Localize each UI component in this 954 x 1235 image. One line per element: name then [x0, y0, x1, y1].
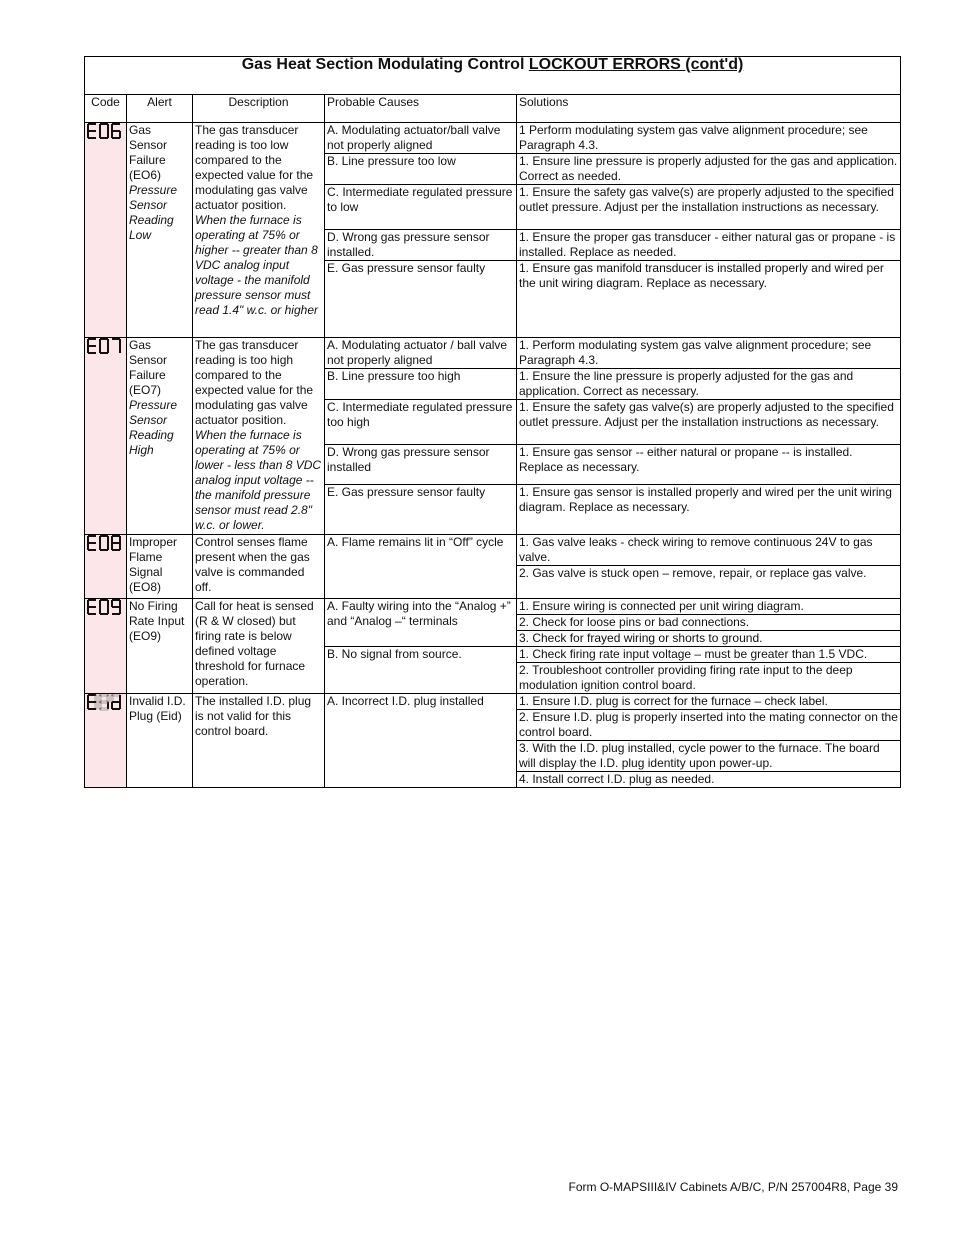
led-segment-on [87, 543, 89, 550]
led-segment-on [88, 701, 96, 703]
description-text: The gas transducer reading is too low compared to the expected value for the modulating gas valve actuator position. [195, 123, 314, 212]
alert-cell [127, 338, 193, 535]
led-segment-on [119, 600, 121, 607]
led-segment-on [107, 124, 109, 131]
led-segment-on [100, 338, 108, 340]
cause-cell: E. Gas pressure sensor faulty [325, 261, 517, 338]
alert-cell: Invalid I.D. Plug (Eid) [127, 694, 193, 788]
table-row [85, 599, 901, 615]
solution-cell: 1. Ensure gas manifold transducer is installed properly and wired per the unit wiring diagram. Replace as necessary. [517, 261, 901, 338]
led-segment-on [119, 695, 121, 702]
alert-cell [127, 123, 193, 338]
led-segment-off [119, 124, 121, 131]
solution-cell: 1 Perform modulating system gas valve alignment procedure; see Paragraph 4.3. [517, 123, 901, 154]
led-segment-on [107, 536, 109, 543]
cause-cell: E. Gas pressure sensor faulty [325, 485, 517, 535]
led-segment-on [111, 124, 113, 131]
header-row [85, 95, 901, 123]
header-description: Description [193, 95, 325, 123]
cause-cell: A. Flame remains lit in “Off” cycle [325, 535, 517, 599]
led-segment-on [112, 137, 120, 139]
solution-cell: 1. Check firing rate input voltage – must be greater than 1.5 VDC. [517, 647, 901, 663]
led-segment-on [99, 131, 101, 138]
led-segment-on [88, 345, 96, 347]
header-causes: Probable Causes [325, 95, 517, 123]
table-row [85, 694, 901, 710]
led-segment-on [99, 339, 101, 346]
led-segment-on [88, 123, 96, 125]
cause-cell: D. Wrong gas pressure sensor installed. [325, 230, 517, 261]
solution-cell: 3. Check for frayed wiring or shorts to ground. [517, 631, 901, 647]
led-segment-off [95, 600, 97, 607]
led-segment-on [87, 131, 89, 138]
cause-cell: A. Modulating actuator / ball valve not properly aligned [325, 338, 517, 369]
led-segment-on [87, 607, 89, 614]
alert-italic-text: Pressure Sensor Reading Low [129, 183, 178, 242]
led-segment-on [112, 130, 120, 132]
description-cell [193, 338, 325, 535]
table-row [85, 123, 901, 154]
led-segment-on [107, 543, 109, 550]
code-cell [85, 599, 127, 694]
solution-cell: 3. With the I.D. plug installed, cycle power to the furnace. The board will display the I.D. plug identity upon power-up. [517, 741, 901, 772]
solution-cell: 2. Troubleshoot controller providing firing rate input to the deep modulation ignition control board. [517, 663, 901, 694]
led-segment-off [95, 124, 97, 131]
led-segment-on [88, 708, 96, 710]
led-segment-on [100, 137, 108, 139]
led-segment-on [119, 131, 121, 138]
solution-cell: 1. Ensure the proper gas transducer - either natural gas or propane - is installed. Replace as needed. [517, 230, 901, 261]
led-segment-on [112, 606, 120, 608]
led-code-icon [87, 599, 123, 616]
led-segment-on [99, 607, 101, 614]
led-segment-on [119, 543, 121, 550]
led-segment-on [107, 131, 109, 138]
description-cell: Control senses flame present when the gas valve is commanded off. [193, 535, 325, 599]
table-title [85, 57, 901, 95]
led-segment-off [111, 346, 113, 353]
solution-cell: 1. Ensure wiring is connected per unit wiring diagram. [517, 599, 901, 615]
solution-cell: 1. Ensure the safety gas valve(s) are properly adjusted to the specified outlet pressure. Adjust per the installation instructions as necessary. [517, 400, 901, 445]
led-segment-on [112, 338, 120, 340]
table-row [85, 338, 901, 369]
led-segment-on [100, 549, 108, 551]
led-segment-on [107, 339, 109, 346]
led-segment-off [100, 345, 108, 347]
led-segment-on [99, 124, 101, 131]
cause-cell: A. Faulty wiring into the “Analog +” and “Analog –“ terminals [325, 599, 517, 647]
led-segment-off [111, 339, 113, 346]
led-segment-on [99, 543, 101, 550]
led-segment-on [112, 542, 120, 544]
led-segment-off [100, 542, 108, 544]
led-segment-on [87, 702, 89, 709]
solution-cell: 1. Ensure gas sensor -- either natural or propane -- is installed. Replace as necessary. [517, 445, 901, 485]
header-solutions: Solutions [517, 95, 901, 123]
led-segment-on [87, 124, 89, 131]
cause-cell: D. Wrong gas pressure sensor installed [325, 445, 517, 485]
led-segment-on [88, 542, 96, 544]
header-code: Code [85, 95, 127, 123]
led-segment-on [107, 346, 109, 353]
led-segment-off [100, 606, 108, 608]
led-segment-on [88, 549, 96, 551]
led-segment-on [88, 130, 96, 132]
solution-cell: 1. Ensure line pressure is properly adjusted for the gas and application. Correct as needed. [517, 154, 901, 185]
led-segment-off [112, 352, 120, 354]
code-cell [85, 123, 127, 338]
description-cell: Call for heat is sensed (R & W closed) but firing rate is below defined voltage threshold for furnace operation. [193, 599, 325, 694]
alert-cell: Improper Flame Signal (EO8) [127, 535, 193, 599]
led-segment-on [87, 536, 89, 543]
led-segment-on [88, 599, 96, 601]
led-segment-on [100, 123, 108, 125]
led-segment-on [112, 549, 120, 551]
solution-cell: 1. Perform modulating system gas valve alignment procedure; see Paragraph 4.3. [517, 338, 901, 369]
solution-cell: 2. Ensure I.D. plug is properly inserted into the mating connector on the control board. [517, 710, 901, 741]
cause-cell: B. Line pressure too high [325, 369, 517, 400]
code-cell [85, 694, 127, 788]
cause-cell: A. Modulating actuator/ball valve not properly aligned [325, 123, 517, 154]
led-segment-off [95, 131, 97, 138]
header-alert: Alert [127, 95, 193, 123]
solution-cell: 1. Ensure I.D. plug is correct for the furnace – check label. [517, 694, 901, 710]
cause-cell: C. Intermediate regulated pressure too high [325, 400, 517, 445]
led-segment-on [112, 708, 120, 710]
led-segment-off [95, 339, 97, 346]
led-segment-on [111, 600, 113, 607]
description-text: The gas transducer reading is too high compared to the expected value for the modulating gas valve actuator position. [195, 338, 314, 427]
led-segment-off [95, 607, 97, 614]
solution-cell: 2. Check for loose pins or bad connections. [517, 615, 901, 631]
led-segment-on [88, 613, 96, 615]
alert-italic-text: Pressure Sensor Reading High [129, 398, 178, 457]
led-segment-off [95, 543, 97, 550]
led-segment-on [112, 613, 120, 615]
led-segment-on [87, 600, 89, 607]
title-underlined: LOCKOUT ERRORS (cont'd) [528, 56, 744, 73]
table-row [85, 535, 901, 566]
led-segment-on [119, 607, 121, 614]
led-segment-off [111, 607, 113, 614]
led-segment-on [111, 543, 113, 550]
description-italic-text: When the furnace is operating at 75% or lower - less than 8 VDC analog input voltage -- the manifold pressure sensor must read 2.8" w.c. or lower. [195, 428, 322, 532]
solution-cell: 1. Ensure gas sensor is installed properly and wired per the unit wiring diagram. Replace as necessary. [517, 485, 901, 535]
led-segment-on [88, 606, 96, 608]
led-code-icon [87, 535, 123, 552]
led-segment-on [88, 535, 96, 537]
led-segment-on [107, 607, 109, 614]
led-segment-on [88, 137, 96, 139]
alert-text: Gas Sensor Failure (EO7) [129, 338, 168, 397]
led-code-icon [87, 338, 123, 355]
led-segment-off [112, 345, 120, 347]
led-segment-off [95, 346, 97, 353]
code-cell [85, 338, 127, 535]
led-segment-on [112, 599, 120, 601]
alert-text: Gas Sensor Failure (EO6) [129, 123, 168, 182]
led-segment-on [111, 702, 113, 709]
led-segment-on [111, 536, 113, 543]
led-segment-on [119, 536, 121, 543]
led-segment-on [119, 702, 121, 709]
led-segment-on [87, 346, 89, 353]
solution-cell: 2. Gas valve is stuck open – remove, repair, or replace gas valve. [517, 566, 901, 599]
solution-cell: 1. Gas valve leaks - check wiring to remove continuous 24V to gas valve. [517, 535, 901, 566]
led-segment-on [87, 695, 89, 702]
led-segment-on [99, 346, 101, 353]
alert-cell: No Firing Rate Input (EO9) [127, 599, 193, 694]
led-segment-on [112, 535, 120, 537]
led-segment-off [100, 130, 108, 132]
cause-cell: A. Incorrect I.D. plug installed [325, 694, 517, 788]
led-segment-on [88, 338, 96, 340]
solution-cell: 1. Ensure the line pressure is properly adjusted for the gas and application. Correct as necessary. [517, 369, 901, 400]
led-segment-on [99, 600, 101, 607]
cause-cell: B. Line pressure too low [325, 154, 517, 185]
led-segment-on [112, 701, 120, 703]
led-segment-off [95, 536, 97, 543]
led-segment-on [100, 599, 108, 601]
cause-cell: C. Intermediate regulated pressure to low [325, 185, 517, 230]
led-segment-on [111, 131, 113, 138]
led-segment-on [100, 613, 108, 615]
led-segment-off [95, 695, 97, 702]
led-segment-on [119, 339, 121, 346]
description-cell: The installed I.D. plug is not valid for this control board. [193, 694, 325, 788]
title-main: Gas Heat Section Modulating Control [241, 56, 529, 73]
led-segment-on [87, 339, 89, 346]
led-segment-on [107, 600, 109, 607]
led-segment-on [100, 352, 108, 354]
led-segment-on [119, 346, 121, 353]
led-segment-on [112, 123, 120, 125]
solution-cell: 1. Ensure the safety gas valve(s) are properly adjusted to the specified outlet pressure. Adjust per the installation instructions as necessary. [517, 185, 901, 230]
lockout-errors-table [84, 56, 901, 788]
cause-cell: B. No signal from source. [325, 647, 517, 694]
led-segment-off [95, 702, 97, 709]
led-code-icon [87, 694, 123, 711]
description-italic-text: When the furnace is operating at 75% or higher -- greater than 8 VDC analog input voltage - the manifold pressure sensor must read 1.4" w.c. or higher [195, 213, 318, 317]
solution-cell: 4. Install correct I.D. plug as needed. [517, 772, 901, 788]
page-footer: Form O-MAPSIII&IV Cabinets A/B/C, P/N 257004R8, Page 39 [568, 1180, 898, 1194]
led-code-icon [87, 123, 123, 140]
code-cell [85, 535, 127, 599]
led-segment-on [88, 352, 96, 354]
led-segment-on [100, 535, 108, 537]
led-segment-on [99, 536, 101, 543]
description-cell [193, 123, 325, 338]
